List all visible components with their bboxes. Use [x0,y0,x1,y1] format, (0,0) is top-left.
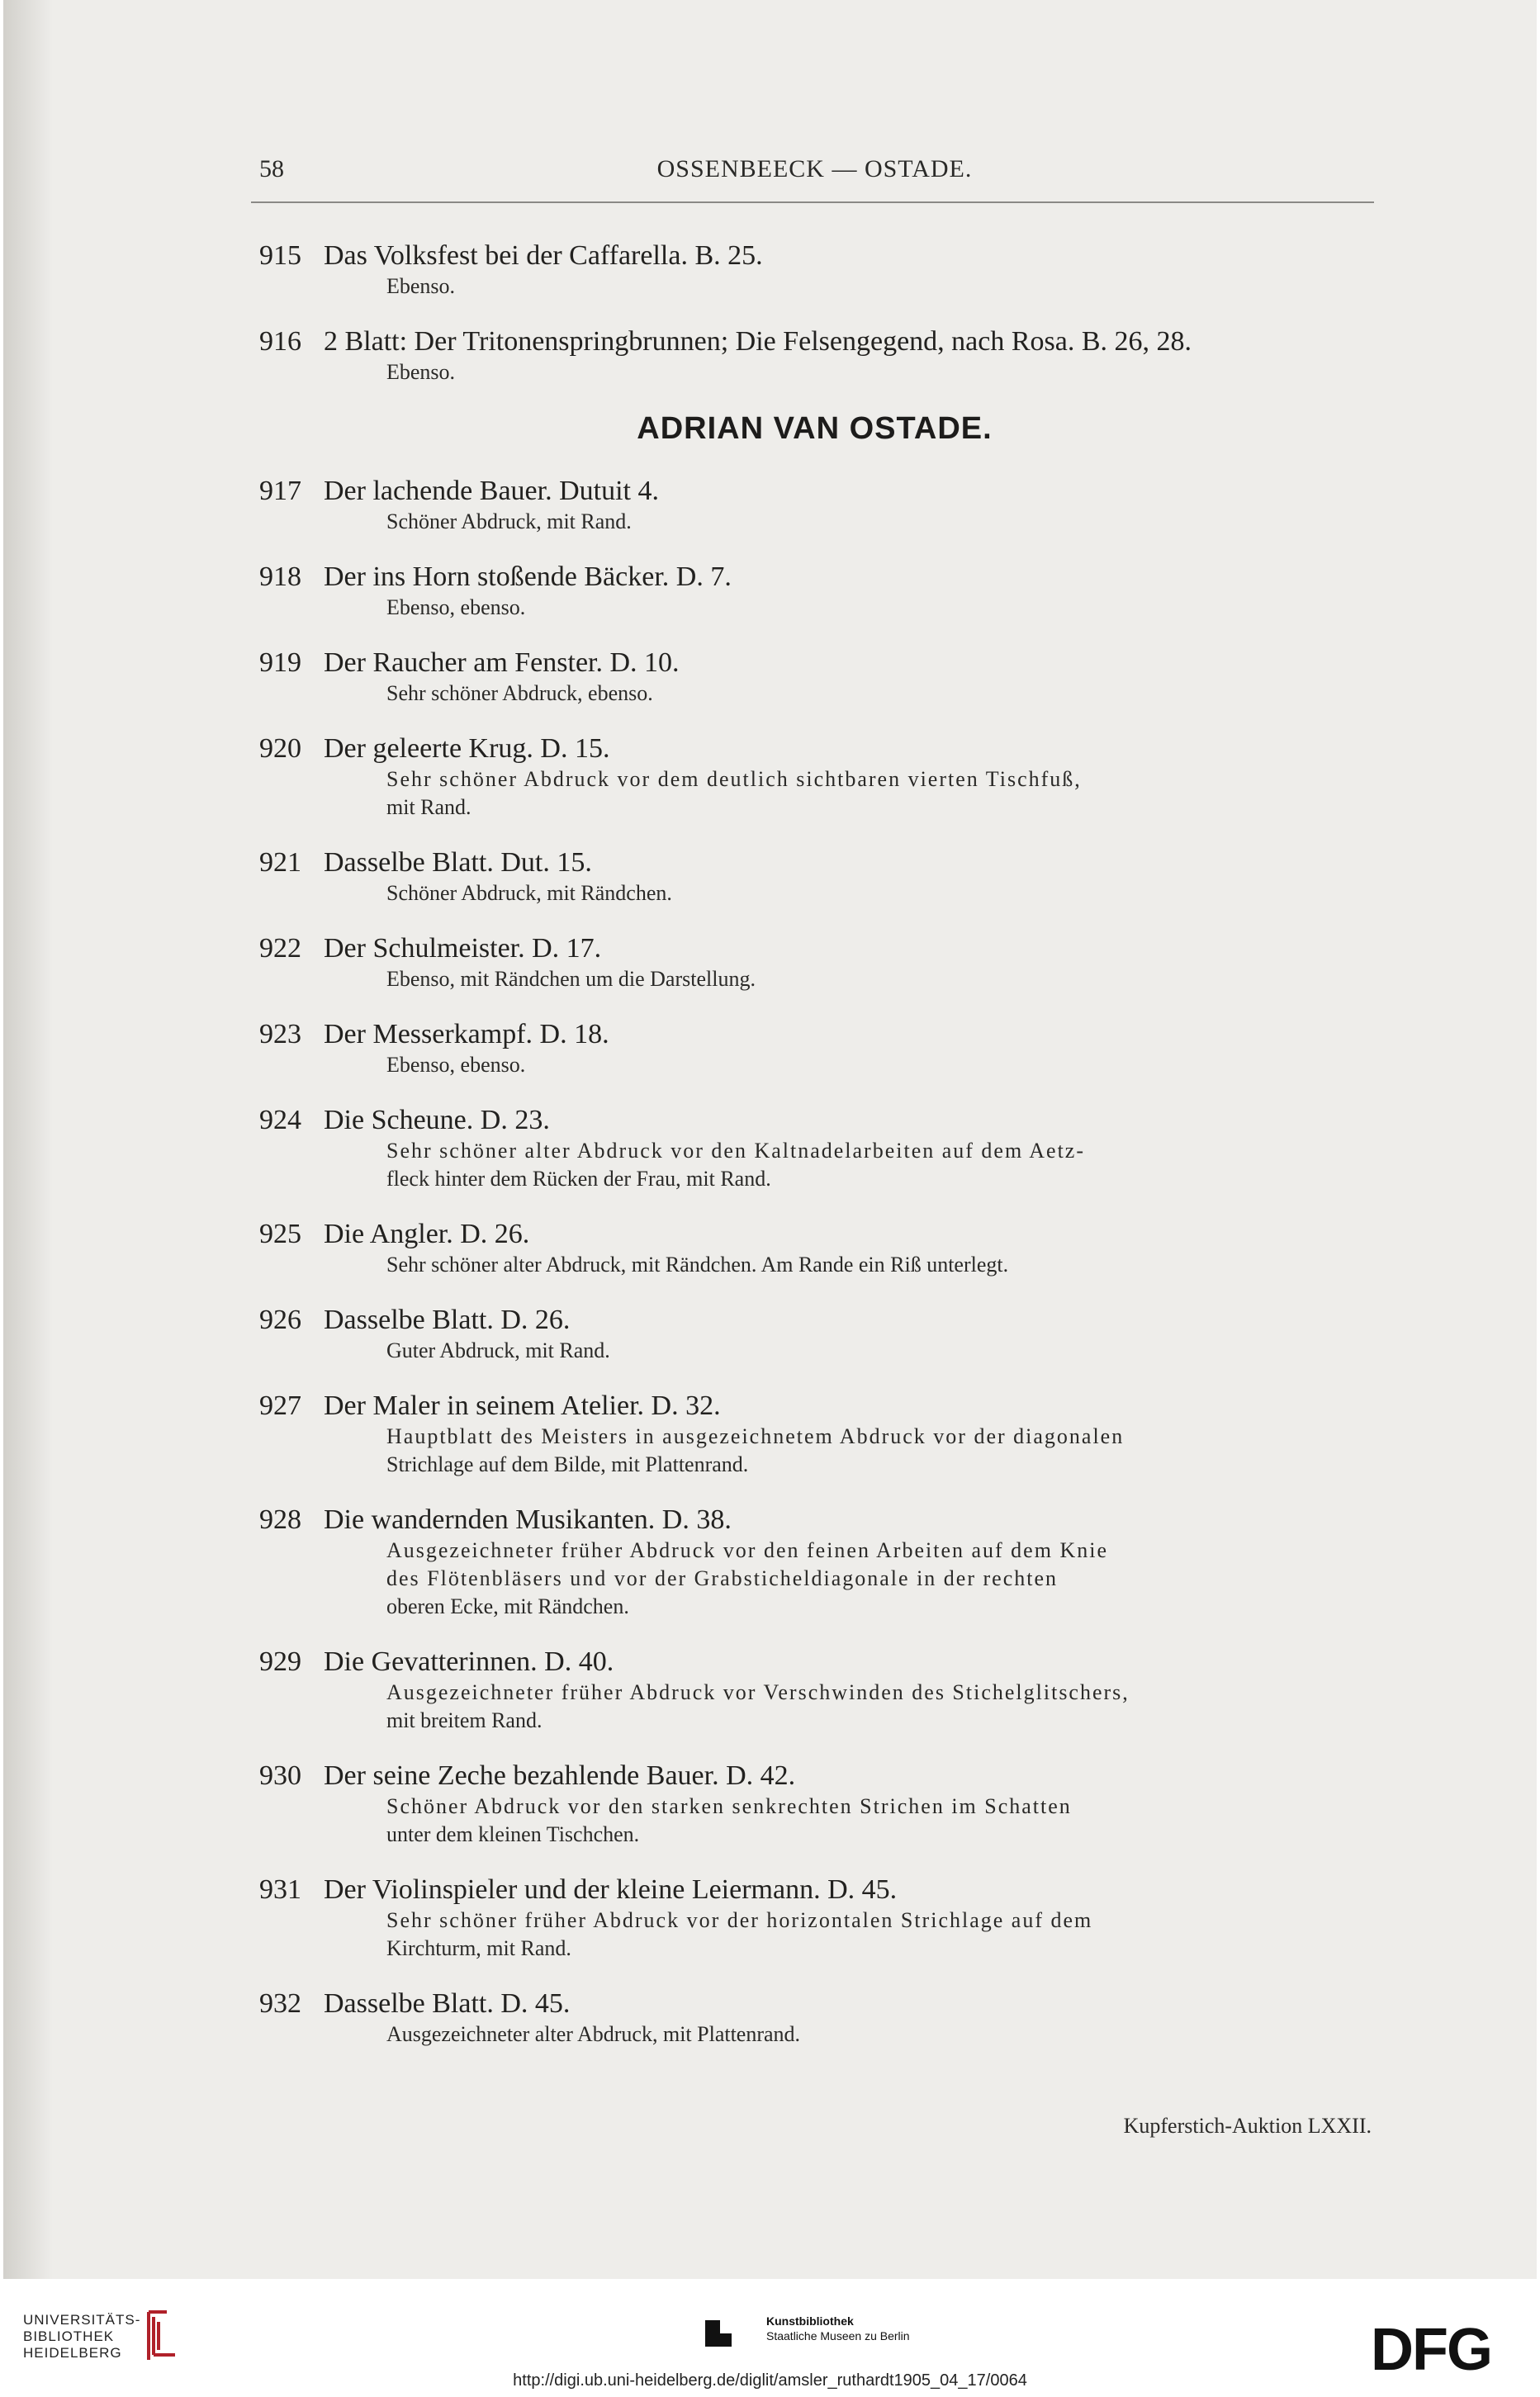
entry-number: 915 [259,240,301,271]
catalog-entry [259,647,1370,708]
catalog-entry [259,1760,1370,1849]
page-number: 58 [259,155,284,182]
entry-note: Guter Abdruck, mit Rand. [386,1338,610,1362]
kunstbibliothek-emblem-icon [702,2314,735,2353]
logo-line: HEIDELBERG [23,2345,122,2361]
catalog-entry [259,1304,1370,1365]
section-title: ADRIAN VAN OSTADE. [637,411,993,446]
entry-heading [259,325,1370,358]
entry-heading [259,1874,1370,1907]
entry-number: 916 [259,326,301,357]
catalog-entry [259,1646,1370,1735]
catalog-entry [259,475,1370,536]
entry-title: Dasselbe Blatt. Dut. 15. [324,847,592,878]
entry-heading [259,732,1370,765]
entry-title: Der lachende Bauer. Dutuit 4. [324,476,659,506]
entry-title: Der Schulmeister. D. 17. [324,933,602,964]
entry-title: Der Maler in seinem Atelier. D. 32. [324,1390,721,1421]
entry-note: Sehr schöner Abdruck vor dem deutlich sichtbaren vierten Tischfuß, [386,767,1082,791]
entry-number: 917 [259,476,301,506]
entry-title: Das Volksfest bei der Caffarella. B. 25. [324,240,763,271]
entry-title: Der ins Horn stoßende Bäcker. D. 7. [324,561,732,592]
entry-heading [259,1504,1370,1537]
entry-heading [259,932,1370,965]
entry-note: Ausgezeichneter alter Abdruck, mit Plattenrand. [386,2022,801,2046]
entry-number: 932 [259,1988,301,2019]
entry-title: Die Angler. D. 26. [324,1219,530,1249]
entry-note: Sehr schöner alter Abdruck vor den Kaltnadelarbeiten auf dem Aetz- [386,1139,1085,1163]
viewer-footer [0,2279,1540,2397]
entry-note: Hauptblatt des Meisters in ausgezeichnetem Abdruck vor der diagonalen [386,1424,1125,1448]
page-header [259,155,1370,188]
catalog-entry [259,561,1370,622]
entry-title: Die Gevatterinnen. D. 40. [324,1646,614,1677]
entry-number: 918 [259,561,301,592]
catalog-entry [259,239,1370,301]
logo-line: UNIVERSITÄTS- [23,2312,141,2328]
entry-note: Ebenso, ebenso. [386,595,526,619]
entry-note: Strichlage auf dem Bilde, mit Plattenrand. [386,1452,749,1476]
entry-heading [259,846,1370,879]
entry-note: Ausgezeichneter früher Abdruck vor den feinen Arbeiten auf dem Knie [386,1538,1108,1562]
entry-heading [259,1218,1370,1251]
entry-heading [259,647,1370,680]
entry-note: Sehr schöner früher Abdruck vor der horizontalen Strichlage auf dem [386,1908,1093,1932]
entry-title: Dasselbe Blatt. D. 26. [324,1305,571,1335]
entry-number: 929 [259,1646,301,1677]
entry-note: unter dem kleinen Tischchen. [386,1822,640,1846]
kunstbibliothek-title: Kunstbibliothek [766,2314,854,2328]
entry-heading [259,1390,1370,1423]
dfg-logo[interactable]: DFG [1371,2317,1491,2383]
entry-title: Der Violinspieler und der kleine Leiermann. D. 45. [324,1874,898,1905]
entry-title: Die Scheune. D. 23. [324,1105,550,1135]
entry-note: oberen Ecke, mit Rändchen. [386,1594,629,1618]
entry-note: Ausgezeichneter früher Abdruck vor Verschwinden des Stichelglitschers, [386,1680,1130,1704]
entry-heading [259,561,1370,594]
catalog-entry [259,1104,1370,1193]
entry-note: fleck hinter dem Rücken der Frau, mit Rand. [386,1167,771,1191]
entry-note: Ebenso. [386,360,456,384]
entry-note: Schöner Abdruck, mit Rand. [386,509,632,533]
entry-note: des Flötenbläsers und vor der Grabsticheldiagonale in der rechten [386,1566,1058,1590]
entry-number: 924 [259,1105,301,1135]
catalog-entry [259,932,1370,993]
entry-title: Der geleerte Krug. D. 15. [324,733,610,764]
entry-title: Die wandernden Musikanten. D. 38. [324,1504,732,1535]
entry-number: 926 [259,1305,301,1335]
catalog-entries [259,239,1370,2073]
entry-number: 928 [259,1504,301,1535]
entry-note: Ebenso, ebenso. [386,1053,526,1077]
catalog-entry [259,1390,1370,1479]
ub-heidelberg-logo[interactable] [23,2312,140,2361]
entry-number: 919 [259,647,301,678]
logo-line: BIBLIOTHEK [23,2328,115,2344]
entry-note: Schöner Abdruck, mit Rändchen. [386,881,672,905]
entry-heading [259,1304,1370,1337]
entry-title: Dasselbe Blatt. D. 45. [324,1988,571,2019]
entry-heading [259,1987,1370,2020]
catalog-entry [259,1874,1370,1963]
entry-note: Schöner Abdruck vor den starken senkrechten Strichen im Schatten [386,1794,1072,1818]
footer-note: Kupferstich-Auktion LXXII. [1123,2114,1372,2138]
entry-heading [259,475,1370,508]
header-rule [251,201,1374,203]
entry-note: Sehr schöner alter Abdruck, mit Rändchen. Am Rande ein Riß unterlegt. [386,1253,1009,1277]
entry-title: Der Messerkampf. D. 18. [324,1019,609,1049]
entry-note: mit Rand. [386,795,471,819]
entry-number: 923 [259,1019,301,1049]
entry-number: 922 [259,933,301,964]
running-title: OSSENBEECK — OSTADE. [656,155,973,182]
entry-number: 925 [259,1219,301,1249]
entry-number: 930 [259,1760,301,1791]
catalog-entry [259,1987,1370,2049]
entry-note: Kirchturm, mit Rand. [386,1936,571,1960]
entry-note: Ebenso, mit Rändchen um die Darstellung. [386,967,756,991]
entry-heading [259,239,1370,272]
catalog-entry [259,1218,1370,1279]
entry-heading [259,1646,1370,1679]
scanned-page [3,0,1537,2279]
entry-number: 931 [259,1874,301,1905]
entry-heading [259,1760,1370,1793]
entry-note: Ebenso. [386,274,456,298]
ub-heidelberg-emblem-icon [142,2309,183,2363]
catalog-entry [259,325,1370,386]
permalink-url[interactable]: http://digi.ub.uni-heidelberg.de/diglit/amsler_ruthardt1905_04_17/0064 [513,2371,1027,2390]
catalog-entry [259,732,1370,822]
kunstbibliothek-subtitle: Staatliche Museen zu Berlin [766,2329,910,2343]
entry-number: 921 [259,847,301,878]
catalog-entry [259,1504,1370,1621]
entry-heading [259,1018,1370,1051]
entry-title: Der seine Zeche bezahlende Bauer. D. 42. [324,1760,796,1791]
catalog-entry [259,846,1370,907]
catalog-entry [259,1018,1370,1079]
entry-heading [259,1104,1370,1137]
entry-note: Sehr schöner Abdruck, ebenso. [386,681,653,705]
entry-note: mit breitem Rand. [386,1708,543,1732]
entry-number: 920 [259,733,301,764]
entry-number: 927 [259,1390,301,1421]
entry-title: 2 Blatt: Der Tritonenspringbrunnen; Die Felsengegend, nach Rosa. B. 26, 28. [324,326,1192,357]
entry-title: Der Raucher am Fenster. D. 10. [324,647,680,678]
